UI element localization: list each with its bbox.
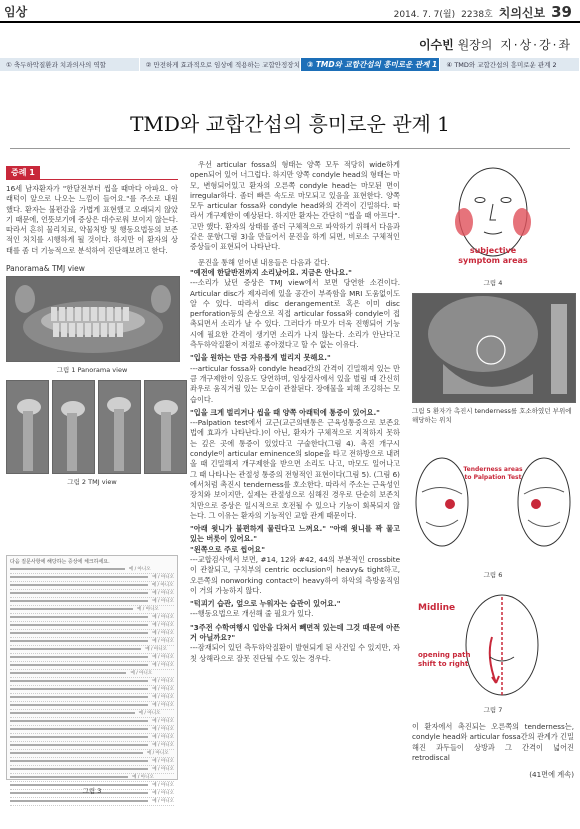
case-rule — [6, 179, 178, 180]
question-text-line — [10, 592, 148, 594]
yes-no-checkbox[interactable]: 예 / 아니오 — [152, 703, 174, 708]
figure-7-midline-illustration — [412, 587, 574, 705]
palpation-test-label: to Palpation Test — [464, 474, 522, 481]
question-text-line — [10, 776, 128, 778]
yes-no-checkbox[interactable]: 예 / 아니오 — [152, 759, 174, 764]
tmj-xray-1 — [6, 380, 49, 474]
figure-6-caption: 그림 6 — [483, 571, 503, 579]
column-1 — [6, 160, 178, 486]
yes-no-checkbox[interactable]: 예 / 아니오 — [152, 639, 174, 644]
yes-no-checkbox[interactable]: 예 / 아니오 — [152, 663, 174, 668]
shift-right-label: shift to right — [418, 660, 469, 668]
questionnaire-row — [10, 678, 174, 686]
top-rule — [0, 21, 580, 23]
series-tabs — [0, 58, 580, 71]
quote-bite: "아래 윗니가 불편하게 물린다고 느껴요." "아래 윗니를 꽉 물고 있는 버릇이 있어요." — [190, 524, 400, 544]
series-name: 지·상·강·좌 — [500, 38, 572, 52]
column-3 — [412, 160, 574, 781]
questionnaire-row — [10, 582, 174, 590]
subjective-label: subjective — [469, 246, 517, 255]
yes-no-checkbox[interactable]: 예 / 아니오 — [132, 775, 154, 780]
questionnaire-row — [10, 598, 174, 606]
questionnaire-row — [10, 638, 174, 646]
paragraph-sound: ---소리가 났던 증상은 TMJ view에서 보면 당연한 소견이다. Articular disc가 제자리에 있을 공간이 부족함을 MRI 도움없이도 알 수 있다. 따라서 disc derangement로 혹은 이미 disc perforation등의 손상으로 직접 articular fossa와 condyle이 접촉되면서 소리가 날 수 있다. 그러다가 마모가 더욱 진행되어 기능시에 필요한 간격이 생기면 소리가 나지 않는다. 소리가 안난다고 측두하악질환이 저절로 좋아졌다고 할 수 없는 이유다. — [190, 278, 400, 350]
questionnaire-row — [10, 630, 174, 638]
paragraph-habit: ---행동요법으로 개선해 줄 필요가 있다. — [190, 609, 314, 619]
question-text-line — [10, 664, 148, 666]
case-label: 증례 1 — [6, 166, 40, 179]
question-text-line — [10, 728, 148, 730]
question-text-line — [10, 568, 125, 570]
tmj-xray-3 — [98, 380, 141, 474]
tab-part-2[interactable]: ② 만전하게 효과적으로 임상에 적용하는 교합안정장치 — [140, 58, 301, 71]
question-text-line — [10, 736, 148, 738]
yes-no-checkbox[interactable]: 예 / 아니오 — [152, 767, 174, 772]
yes-no-checkbox[interactable]: 예 / 아니오 — [152, 615, 174, 620]
tab-part-1[interactable]: ① 축두하악질환과 치과의사의 역할 — [0, 58, 140, 71]
questionnaire-row — [10, 670, 174, 678]
author-byline — [419, 36, 572, 53]
yes-no-checkbox[interactable]: 예 / 아니오 — [145, 647, 167, 652]
question-text-line — [10, 648, 141, 650]
yes-no-checkbox[interactable]: 예 / 아니오 — [152, 791, 174, 796]
question-text-line — [10, 768, 148, 770]
paragraph-occlusion: ---교합검사에서 보면, #14, 12와 #42, 44의 부분적인 crossbite이 관찰되고, 구치부의 centric occlusion이 heavy& tight하고, 오른쪽의 nonworking contact이 heavy하여 하악의 측방움직임이 거의 가능하지 않다. — [190, 554, 400, 595]
questionnaire-row — [10, 654, 174, 662]
questionnaire-row — [10, 646, 174, 654]
paragraph-fossa: 우선 articular fossa의 형태는 양쪽 모두 적당히 wide하게 open되어 있어 너그럽다. 하지만 양쪽 condyle head의 형태는 마모, 변형되어있고 환자의 오른쪽 condyle head는 마모된 면이 irregular하다. 좀더 빠른 속도로 마모되고 있음을 표현한다. 양쪽 모두 articular fossa와 condyle head와의 간격이 긴밀하다. 따라서 개구제한이 예상된다. 하지만 환자는 간단히 "씹을 때 아프다".고만 했다. 환자의 상태를 좀더 구체적으로 파악하기 위해서 다음과 같은 문항(그림 3)을 만들어서 문진을 하게 되면, 비로소 구체적인 증상들이 표현되어 나타난다. — [190, 160, 400, 252]
end-paragraph: 이 환자에서 촉진되는 오른쪽의 tenderness는, condyle head와 articular fossa간의 관계가 긴밀해진 과두들이 상방과 그 간격이 넓어진 retrodiscal — [412, 722, 574, 762]
yes-no-checkbox[interactable]: 예 / 아니오 — [146, 751, 169, 756]
figure-2-caption: 그림 2 TMJ view — [67, 478, 117, 487]
yes-no-checkbox[interactable]: 예 / 아니오 — [138, 711, 161, 716]
skull-xray-drawing — [413, 294, 575, 402]
yes-no-checkbox[interactable]: 예 / 아니오 — [130, 671, 153, 676]
page-number: 39 — [551, 3, 572, 21]
yes-no-checkbox[interactable]: 예 / 아니오 — [128, 567, 151, 572]
tmj-xray-4 — [144, 380, 187, 474]
quote-sound: "예전에 한달반전까지 소리났어요. 지금은 안나요." — [190, 267, 352, 277]
yes-no-checkbox[interactable]: 예 / 아니오 — [152, 695, 174, 700]
figure-5-caption: 그림 5 환자가 촉진시 tenderness를 호소하였던 부위에 해당하는 위치 — [412, 407, 572, 424]
question-text-line — [10, 744, 148, 746]
yes-no-checkbox[interactable]: 예 / 아니오 — [152, 727, 174, 732]
yes-no-checkbox[interactable]: 예 / 아니오 — [137, 607, 159, 612]
paragraph-pain: ---Palpation test에서 교근(교근의맨통은 근육성통증으로 보존요법에 효과가 나타난다.)이 아닌, 환자가 구체적으로 지적하지 못하는 깊은 곳에 통증이 있었다고 구술한다(그림 4). 촉진 개구시 condyle이 articular eminence의 slope을 타고 전하방으로 내려올 때 긴밀해져 개구제한을 받으면 소리도 나고, 마모도 일어나고 그 때 나타나는 관절성 통증의 전형적인 표현이다(그림 5). (그림 6) 에서처럼 촉진시 tenderness를 호소한다. 따라서 주소는 근육성인 장치와 보이지만, 실제는 관절성으로 심해진 경우로 단순히 보존치치만으로 증상은 일시적으로 호전될 수 있으나 기능이 회복되지 않는다. 그 이유는 환자의 기능적인 교합 관계 때문이다. — [190, 418, 400, 520]
continued-note: (41면에 계속) — [529, 770, 574, 780]
quote-opening: "입을 원하는 만큼 자유롭게 벌리지 못해요." — [190, 353, 331, 363]
question-text-line — [10, 800, 148, 802]
article-title: TMD와 교합간섭의 흥미로운 관계 1 — [130, 112, 450, 136]
questionnaire-row — [10, 694, 174, 702]
questionnaire-row — [10, 622, 174, 630]
questionnaire-row — [10, 566, 174, 574]
tenderness-areas-label: Tenderness areas — [463, 466, 523, 473]
tab-part-4[interactable]: ④ TMD와 교합간섭의 흥미로운 관계 2 — [440, 58, 580, 71]
figure-3-caption: 그림 3 — [82, 787, 102, 795]
paper-name: 치의신보 — [498, 6, 546, 20]
yes-no-checkbox[interactable]: 예 / 아니오 — [152, 679, 174, 684]
question-text-line — [10, 688, 148, 690]
yes-no-checkbox[interactable]: 예 / 아니오 — [152, 631, 174, 636]
questionnaire-row — [10, 710, 174, 718]
questionnaire-row — [10, 590, 174, 598]
tmj-view-images — [6, 380, 178, 474]
paragraph-interview: 문진을 통해 얻어낸 내용들은 다음과 같다. — [198, 257, 330, 267]
question-text-line — [10, 720, 148, 722]
questionnaire-row — [10, 662, 174, 670]
yes-no-checkbox[interactable]: 예 / 아니오 — [152, 623, 174, 628]
question-text-line — [10, 672, 126, 674]
questionnaire-row — [10, 606, 174, 614]
question-text-line — [10, 624, 148, 626]
author-name: 이수빈 — [418, 38, 454, 52]
figure-5-xray — [412, 293, 576, 403]
questionnaire-row — [10, 798, 174, 806]
questionnaire-row — [10, 734, 174, 742]
yes-no-checkbox[interactable]: 예 / 아니오 — [152, 575, 174, 580]
quote-chewing: "왼쪽으로 주로 씹어요" — [190, 544, 265, 554]
questionnaire-row — [10, 702, 174, 710]
midline-label: Midline — [418, 603, 456, 613]
figure-7-caption: 그림 7 — [483, 706, 503, 714]
questionnaire-row — [10, 718, 174, 726]
case-intro: 16세 남자환자가 "한달전부터 씹을 때마다 아파요. 아래턱이 앞으로 나오는 느낌이 들어요."를 주소로 내원했다. 환자는 불편감을 가볍게 표현했고 오래되지 않았기 때문에, 언뜻보기에 증상은 대수로워 보이지 않는다. 따라서 흔히 물리치료, 약물처방 및 행동요법등의 보존적인 처치를 시행하게 될 것이다. 하지만 이 환자의 상태를 좀 더 기능적으로 분석하여 진단해보려고 한다. — [6, 184, 178, 255]
questionnaire-row — [10, 726, 174, 734]
yes-no-checkbox[interactable]: 예 / 아니오 — [152, 735, 174, 740]
figure-4-caption: 그림 4 — [483, 279, 503, 287]
question-text-line — [10, 696, 148, 698]
question-text-line — [10, 608, 133, 610]
issue-number: 2238호 — [461, 10, 493, 20]
yes-no-checkbox[interactable]: 예 / 아니오 — [152, 783, 174, 788]
panorama-xray-image — [6, 276, 180, 362]
masthead-info — [394, 3, 572, 21]
questionnaire-title: 다음 질문사항에 해당하는 증상에 체크하세요. — [10, 559, 110, 565]
questionnaire-row — [10, 574, 174, 582]
questionnaire-row — [10, 686, 174, 694]
quote-pain: "입을 크게 벌리거나 씹을 때 양쪽 아래턱에 통증이 있어요." — [190, 407, 380, 417]
yes-no-checkbox[interactable]: 예 / 아니오 — [152, 599, 174, 604]
figure-1-caption: 그림 1 Panorama view — [56, 366, 128, 375]
yes-no-checkbox[interactable]: 예 / 아니오 — [152, 687, 174, 692]
question-text-line — [10, 640, 148, 642]
figure-6-head-illustration — [412, 432, 574, 570]
column-2 — [190, 160, 400, 664]
yes-no-checkbox[interactable]: 예 / 아니오 — [152, 799, 174, 804]
section-label: 임상 — [4, 5, 28, 19]
questionnaire-row — [10, 766, 174, 774]
paragraph-injury: ---잠재되어 있던 측두하악질환이 발현되게 된 사건일 수 있지만, 자칫 상해라으로 잘못 진단될 수도 있는 경우다. — [190, 643, 400, 663]
questionnaire-row — [10, 750, 174, 758]
questionnaire-row — [10, 614, 174, 622]
tab-part-3[interactable]: ③ TMD와 교합간섭의 흥미로운 관계 1 — [301, 58, 441, 71]
title-rule — [10, 148, 570, 149]
quote-injury: "3주전 수학여행시 입안을 다쳐서 빼면적 있는데 그것 때문에 아픈거 아닐까요?" — [190, 622, 400, 643]
quote-habit: "턱괴기 습관, 엎으로 누워자는 습관이 있어요." — [190, 599, 341, 609]
question-text-line — [10, 616, 148, 618]
questionnaire-rows — [10, 566, 174, 806]
yes-no-checkbox[interactable]: 예 / 아니오 — [151, 583, 174, 588]
paragraph-opening: ---articular fossa와 condyle head간의 간격이 긴밀해져 있는 만큼 개구제한이 있음도 당연하며, 임상검사에서 있을 벌림 때 간신히 좌우로 움직거림 있는 모습이 관찰된다. 장애물을 피해 조깅하는 모습이다. — [190, 363, 400, 404]
question-text-line — [10, 600, 148, 602]
questionnaire-row — [10, 758, 174, 766]
questionnaire-row — [10, 742, 174, 750]
yes-no-checkbox[interactable]: 예 / 아니오 — [152, 591, 174, 596]
panorama-xray-drawing — [7, 277, 179, 361]
head-side-drawing — [412, 432, 574, 570]
question-text-line — [10, 584, 148, 586]
question-text-line — [10, 760, 148, 762]
yes-no-checkbox[interactable]: 예 / 아니오 — [152, 719, 174, 724]
figure-heading: Panorama& TMJ view — [6, 264, 85, 274]
question-text-line — [10, 712, 135, 714]
question-text-line — [10, 752, 143, 754]
questionnaire-row — [10, 774, 174, 782]
tmj-xray-2 — [52, 380, 95, 474]
question-text-line — [10, 680, 148, 682]
author-role: 원장의 — [457, 38, 493, 52]
issue-date: 2014. 7. 7(월) — [393, 10, 456, 20]
yes-no-checkbox[interactable]: 예 / 아니오 — [152, 655, 174, 660]
question-text-line — [10, 656, 148, 658]
question-text-line — [10, 704, 148, 706]
yes-no-checkbox[interactable]: 예 / 아니오 — [152, 743, 174, 748]
question-text-line — [10, 632, 148, 634]
figure-4-face-illustration — [412, 160, 574, 278]
question-text-line — [10, 576, 148, 578]
symptom-areas-label: symptom areas — [458, 256, 528, 265]
opening-path-label: opening path — [418, 651, 471, 659]
